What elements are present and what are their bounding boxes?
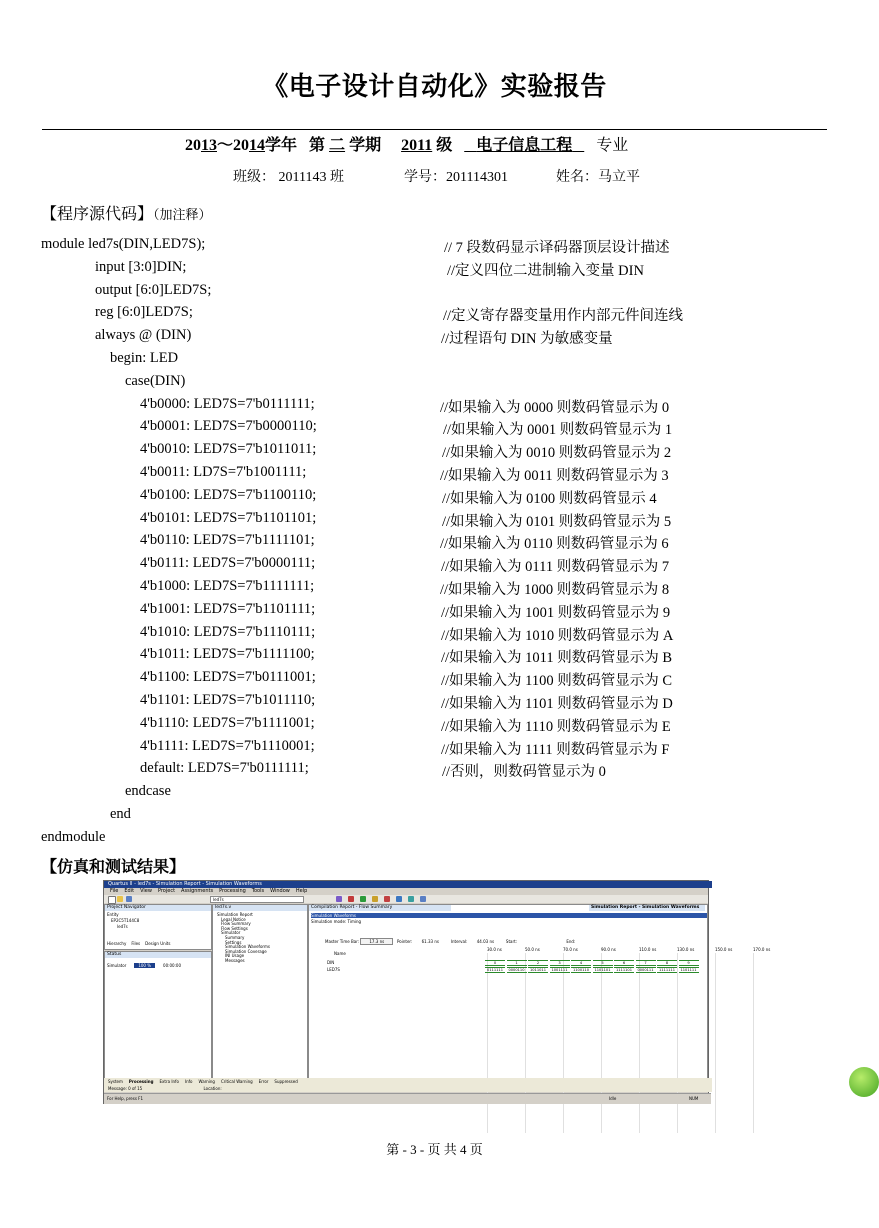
message-tab[interactable]: Suppressed	[274, 1079, 298, 1084]
menu-item[interactable]: File	[110, 888, 119, 894]
code-comment: // 7 段数码显示译码器顶层设计描述	[444, 240, 670, 256]
timing-icon[interactable]	[372, 896, 378, 902]
code-comment: //如果输入为 1101 则数码管显示为 D	[441, 696, 673, 712]
code-comment: //定义四位二进制输入变量 DIN	[447, 262, 644, 279]
report-tree-item[interactable]: Simulator	[221, 930, 241, 936]
report-tree-item[interactable]: Flow Summary	[221, 921, 251, 927]
signal-value: 1111111	[658, 968, 675, 972]
code-line: case(DIN)	[125, 372, 186, 389]
signal-name[interactable]: DIN	[327, 960, 335, 965]
code-comment: //如果输入为 1010 则数码管显示为 A	[441, 627, 674, 644]
code-comment: //否则，则数码管显示为 0	[442, 764, 606, 781]
help-icon[interactable]	[420, 896, 426, 902]
signal-value: 1101101	[594, 968, 611, 972]
menu-item[interactable]: Help	[295, 888, 308, 894]
code-comment: //如果输入为 0110 则数码管显示为 6	[440, 536, 669, 553]
time-gridline	[563, 953, 564, 1133]
simulate-icon[interactable]	[384, 896, 390, 902]
menu-item[interactable]: Assignments	[181, 888, 214, 894]
course-info-line: 2013～2014学年 第 二 学期 2011 级 电子信息工程 专业	[185, 137, 629, 154]
signal-value: 1011011	[529, 968, 546, 972]
code-line: 4'b1111: LED7S=7'b1110001;	[140, 737, 315, 754]
section-simulation: 【仿真和测试结果】	[41, 857, 186, 876]
time-gridline	[639, 953, 640, 1133]
window-titlebar: Quartus II - led7s - Simulation Report - Simulation Waveforms	[104, 881, 712, 888]
signal-value: 0	[485, 960, 505, 966]
code-comment: //如果输入为 0111 则数码管显示为 7	[441, 559, 670, 576]
signal-value: 4	[571, 960, 591, 966]
code-line: input [3:0]DIN;	[95, 258, 187, 275]
menu-item[interactable]: View	[140, 888, 152, 894]
code-comment: //如果输入为 0001 则数码管显示为 1	[443, 422, 673, 439]
new-file-icon[interactable]	[108, 896, 116, 904]
status-cell: 100 %	[134, 963, 155, 968]
code-line: 4'b1110: LED7S=7'b1111001;	[140, 714, 315, 731]
signal-name[interactable]: LED7S	[327, 967, 340, 972]
device-item[interactable]: EP2C5T144C8	[111, 918, 140, 923]
code-comment: //过程语句 DIN 为敏感变量	[441, 331, 613, 348]
time-gridline	[715, 953, 716, 1133]
code-line: 4'b1101: LED7S=7'b1011110;	[140, 692, 316, 708]
time-gridline	[677, 953, 678, 1133]
code-line: 4'b0011: LD7S=7'b1001111;	[140, 464, 307, 480]
code-comment: //如果输入为 0011 则数码管显示为 3	[440, 468, 669, 484]
project-combo[interactable]: led7s	[210, 896, 304, 903]
message-tab[interactable]: Processing	[128, 1079, 154, 1084]
code-comment: //如果输入为 1011 则数码管显示为 B	[441, 650, 673, 667]
status-row	[107, 963, 189, 968]
toolbar	[104, 895, 708, 903]
code-comment: //如果输入为 1001 则数码管显示为 9	[441, 604, 671, 621]
menu-bar	[104, 888, 708, 895]
code-line: 4'b0000: LED7S=7'b0111111;	[140, 395, 315, 412]
code-comment: //如果输入为 0100 则数码管显示 4	[442, 490, 657, 507]
time-gridline	[525, 953, 526, 1133]
code-line: 4'b0101: LED7S=7'b1101101;	[140, 509, 317, 526]
message-tab[interactable]: Warning	[198, 1079, 215, 1084]
report-tree-item[interactable]: Settings	[225, 939, 242, 945]
time-tick-label: 110.0 ns	[639, 947, 657, 952]
major-value: 电子信息工程	[476, 137, 573, 154]
tab-sim[interactable]: Simulation Report - Simulation Waveforms	[589, 905, 705, 911]
report-tree-item[interactable]: Simulation Coverage	[225, 948, 267, 954]
report-tree-item[interactable]: Legal Notice	[221, 916, 246, 922]
code-line: reg [6:0]LED7S;	[95, 304, 193, 321]
simulation-screenshot: Quartus II - led7s - Simulation Report - Simulation Waveforms File Edit View Project Assignments Processing Tools Window Help led7s Project Navigator Entity EP2C5T144C8 led7s Hierarchy Files Design Units Status Simulator 100 % 00:00:00 led7s.v Simulation Report Legal Notice Flow Summary Flow Settings Simulator Summary Settings Simulation Waveforms Simulation Coverage INI Usage Messages Compilation Report - Flow Summary Simulation Report - Simulation Waveforms Simulation Waveforms Simulation mode: Timing Master Time Bar: 17.3 ns Pointer: 61.33 ns Interval: 44.03 ns Start: End: Name 30.0 ns 50.0 ns 70.0 ns 90.0 ns 110.0 ns 130.0 ns 150.0 ns 170.0 ns DIN 0 1 2 3 4 5 6 7 8 9 LED7S 0111111 0000110 1011011 1001111 1100110 1101101 1111101 0000111 1111111 1101111 System Processing Extra Info Info Warning Critical Warning Error Suppressed Message: 0 of 15 Location: For Help, press F1 Idle NUM	[103, 880, 709, 1104]
year-start: 2013	[185, 137, 217, 154]
report-tree-item[interactable]: INI Usage	[225, 953, 245, 959]
menu-item[interactable]: Tools	[251, 888, 265, 894]
signal-value: 0000110	[508, 968, 525, 972]
signal-value: 0000111	[637, 968, 654, 972]
signal-value: 0111111	[486, 968, 503, 972]
signal-value: 7	[636, 960, 656, 966]
signal-value: 3	[550, 960, 570, 966]
page-footer: 第 - 3 - 页 共 4 页	[386, 1142, 483, 1157]
code-line: 4'b0010: LED7S=7'b1011011;	[140, 441, 317, 458]
code-line: output [6:0]LED7S;	[95, 281, 212, 298]
message-tab[interactable]: Extra Info	[159, 1079, 179, 1084]
report-tree: led7s.v Simulation Report Legal Notice Flow Summary Flow Settings Simulator Summary Settings Simulation Waveforms Simulation Coverage INI Usage Messages	[212, 904, 308, 1089]
code-comment: //如果输入为 0000 则数码管显示为 0	[440, 399, 670, 416]
message-tab[interactable]: Critical Warning	[220, 1079, 253, 1084]
code-comment: //如果输入为 1100 则数码管显示为 C	[441, 673, 673, 690]
status-cell: Simulator	[107, 963, 127, 968]
code-comment: //如果输入为 1000 则数码管显示为 8	[440, 582, 670, 598]
message-tabs[interactable]	[104, 1078, 712, 1085]
code-line: 4'b0100: LED7S=7'b1100110;	[140, 486, 317, 503]
code-line: 4'b0111: LED7S=7'b0000111;	[140, 555, 316, 572]
signal-value: 5	[593, 960, 613, 966]
signal-value: 1100110	[572, 968, 589, 972]
code-line: 4'b1010: LED7S=7'b1110111;	[140, 623, 316, 640]
grade-value: 2011	[401, 137, 433, 154]
report-title: 《电子设计自动化》实验报告	[262, 72, 607, 102]
chip-planner-icon[interactable]	[408, 896, 414, 902]
header-rule	[42, 129, 827, 130]
report-tree-item[interactable]: Messages	[225, 957, 245, 963]
message-tab[interactable]: Info	[184, 1079, 193, 1084]
year-separator: ～	[217, 137, 234, 154]
signal-value: 1111101	[615, 968, 632, 972]
menu-item[interactable]: Edit	[124, 888, 135, 894]
status-panel: Status Simulator 100 % 00:00:00	[104, 951, 212, 1089]
signal-value: 8	[657, 960, 677, 966]
status-bar: For Help, press F1 Idle NUM	[104, 1093, 711, 1104]
wave-name-col: Name	[334, 951, 346, 956]
signal-value: 1101111	[680, 968, 697, 972]
code-line: 4'b1011: LED7S=7'b1111100;	[140, 646, 315, 663]
menu-item[interactable]: Window	[270, 888, 290, 894]
nav-tab[interactable]: Files	[131, 941, 141, 946]
code-line: always @ (DIN)	[95, 327, 192, 344]
time-tick-label: 50.0 ns	[525, 947, 540, 952]
code-comment: //如果输入为 0101 则数码管显示为 5	[442, 513, 672, 530]
menu-item[interactable]: Processing	[219, 888, 246, 894]
report-tree-item[interactable]: Simulation Report	[217, 912, 253, 917]
message-count: Message: 0 of 15	[108, 1086, 143, 1091]
open-folder-icon[interactable]	[117, 896, 123, 902]
class-info: 班级： 2011143 班	[233, 170, 344, 185]
term-value: 二	[329, 137, 346, 154]
time-tick-label: 90.0 ns	[601, 947, 616, 952]
report-tree-item[interactable]: Simulation Waveforms	[225, 944, 270, 950]
time-tick-label: 170.0 ns	[753, 947, 771, 952]
programmer-icon[interactable]	[396, 896, 402, 902]
year-end: 2014	[233, 137, 266, 154]
time-tick-label: 70.0 ns	[563, 947, 578, 952]
code-line: endcase	[125, 783, 171, 800]
nav-tab[interactable]: Hierarchy	[107, 941, 127, 946]
student-name: 姓名：马立平	[556, 170, 640, 185]
signal-value: 9	[679, 960, 699, 966]
code-line: endmodule	[41, 828, 106, 845]
code-line: 4'b1100: LED7S=7'b0111001;	[140, 669, 316, 686]
code-line: 4'b1000: LED7S=7'b1111111;	[140, 578, 315, 594]
code-line: 4'b1001: LED7S=7'b1101111;	[140, 600, 316, 617]
code-line: default: LED7S=7'b0111111;	[140, 760, 309, 777]
signal-value: 2	[528, 960, 548, 966]
code-line: 4'b0001: LED7S=7'b0000110;	[140, 418, 317, 435]
report-tree-item[interactable]: Summary	[225, 934, 245, 940]
section-source-code: 【程序源代码】（加注释）	[41, 204, 212, 223]
start-compile-icon[interactable]	[360, 896, 366, 902]
time-tick-label: 130.0 ns	[677, 947, 695, 952]
stop-icon[interactable]	[348, 896, 354, 902]
code-comment: //如果输入为 1110 则数码管显示为 E	[441, 718, 671, 735]
code-line: end	[110, 806, 131, 822]
signal-value: 1001111	[551, 968, 568, 972]
save-icon[interactable]	[126, 896, 132, 902]
menu-item[interactable]: Project	[157, 888, 176, 894]
nav-tabs[interactable]	[107, 941, 175, 946]
code-line: begin: LED	[110, 350, 179, 366]
report-tree-item[interactable]: Flow Settings	[221, 925, 248, 931]
time-gridline	[753, 953, 754, 1133]
message-tab[interactable]: Error	[258, 1079, 269, 1084]
code-comment: //定义寄存器变量用作内部元件间连线	[443, 308, 684, 325]
project-navigator: Project Navigator Entity EP2C5T144C8 led7s Hierarchy Files Design Units	[104, 904, 212, 950]
assistant-robot-icon	[849, 1067, 879, 1097]
time-tick-label: 150.0 ns	[715, 947, 733, 952]
time-tick-label: 30.0 ns	[487, 947, 502, 952]
status-cell: 00:00:00	[163, 963, 181, 968]
analysis-icon[interactable]	[336, 896, 342, 902]
code-line: 4'b0110: LED7S=7'b1111101;	[140, 532, 315, 549]
code-line: module led7s(DIN,LED7S);	[41, 236, 206, 252]
time-gridline	[601, 953, 602, 1133]
signal-value: 6	[614, 960, 634, 966]
message-tab[interactable]: System	[108, 1079, 123, 1084]
student-id: 学号：201114301	[404, 170, 508, 185]
module-item[interactable]: led7s	[117, 924, 128, 929]
code-comment: //如果输入为 0010 则数码管显示为 2	[442, 445, 672, 462]
tab-compile[interactable]: Compilation Report - Flow Summary	[309, 905, 451, 911]
nav-tab[interactable]: Design Units	[145, 941, 171, 946]
signal-value: 1	[507, 960, 527, 966]
time-gridline	[487, 953, 488, 1133]
code-comment: //如果输入为 1111 则数码管显示为 F	[441, 741, 670, 758]
waveform-panel: Compilation Report - Flow Summary Simulation Report - Simulation Waveforms Simulation Waveforms Simulation mode: Timing Master Time Bar: 17.3 ns Pointer: 61.33 ns Interval: 44.03 ns Start: End: Name 30.0 ns 50.0 ns 70.0 ns 90.0 ns 110.0 ns 130.0 ns 150.0 ns 170.0 ns DIN 0 1 2 3 4 5 6 7 8 9 LED7S 0111111 0000110 1011011 1001111 1100110 1101101 1111101 0000111 1111111 1101111	[308, 904, 708, 1089]
